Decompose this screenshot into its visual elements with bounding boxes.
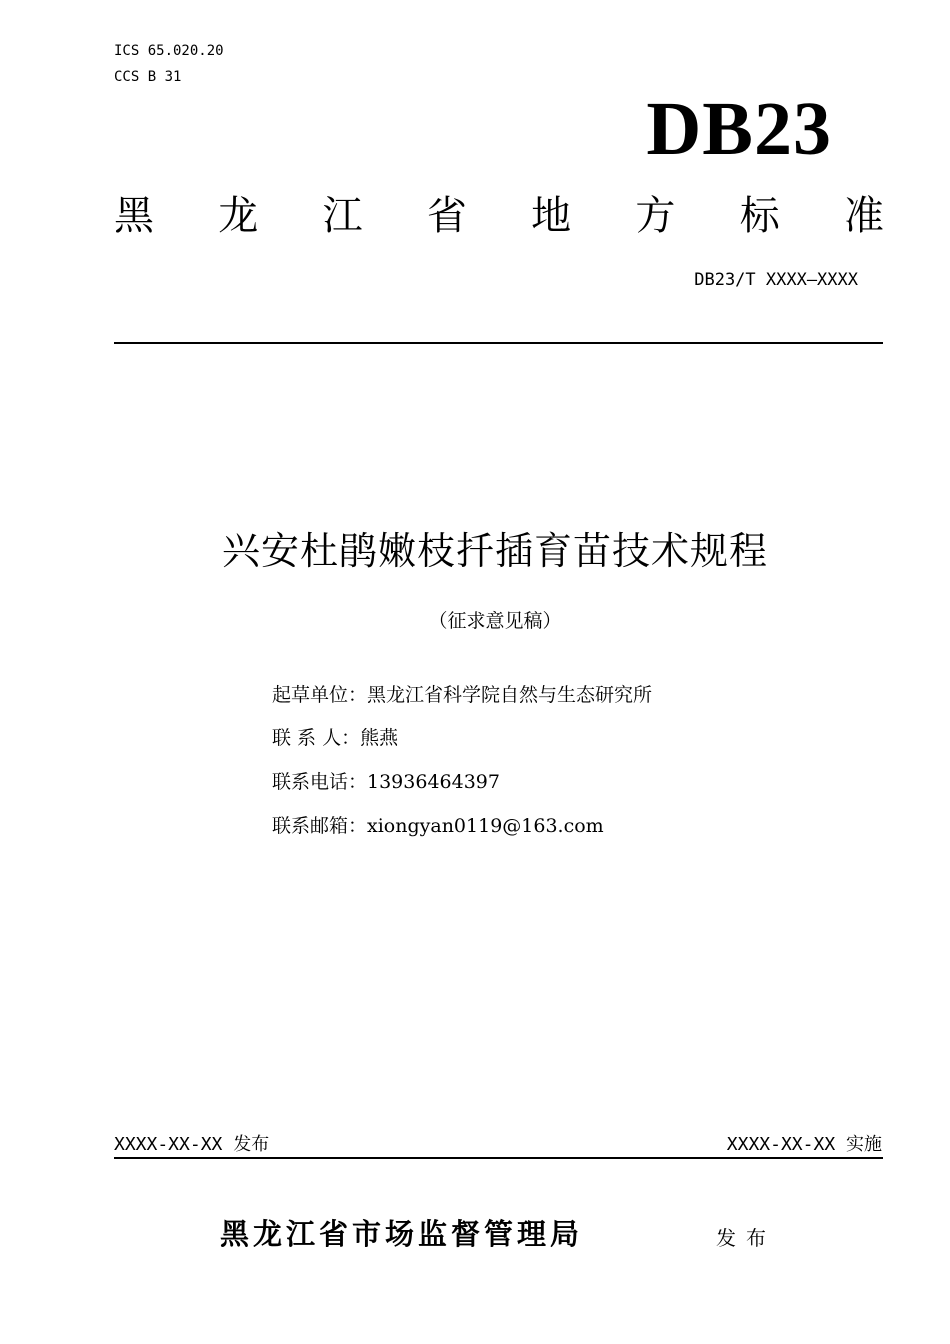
publish-date: XXXX-XX-XX 发布 — [114, 1134, 270, 1155]
publisher-name: 黑龙江省市场监督管理局 — [220, 1217, 584, 1251]
standard-type — [114, 186, 884, 238]
standard-type-char: 地 — [531, 192, 572, 239]
publish-label: 发布 — [716, 1226, 776, 1250]
bottom-divider — [114, 1157, 883, 1159]
standard-type-char: 江 — [322, 192, 363, 239]
standard-type-char: 黑 — [114, 192, 154, 239]
drafting-unit: 起草单位：黑龙江省科学院自然与生态研究所 — [272, 684, 653, 706]
standard-type-char: 标 — [739, 192, 780, 239]
document-subtitle: （征求意见稿） — [428, 610, 562, 632]
document-title: 兴安杜鹃嫩枝扦插育苗技术规程 — [221, 529, 768, 573]
contact-person: 联 系 人：熊燕 — [272, 727, 399, 749]
standard-mark: DB23 — [646, 87, 832, 171]
contact-email: 联系邮箱：xiongyan0119@163.com — [272, 815, 604, 837]
implement-date: XXXX-XX-XX 实施 — [726, 1134, 882, 1155]
ics-code: ICS 65.020.20 — [114, 43, 224, 59]
standard-type-char: 省 — [426, 192, 467, 239]
standard-type-char: 龙 — [218, 192, 259, 239]
contact-phone: 联系电话：13936464397 — [272, 771, 500, 793]
standard-type-char: 方 — [635, 192, 676, 239]
ccs-code: CCS B 31 — [114, 69, 182, 85]
top-divider — [114, 342, 883, 344]
standard-code: DB23/T XXXX—XXXX — [694, 270, 858, 290]
standard-type-char: 准 — [843, 192, 884, 239]
